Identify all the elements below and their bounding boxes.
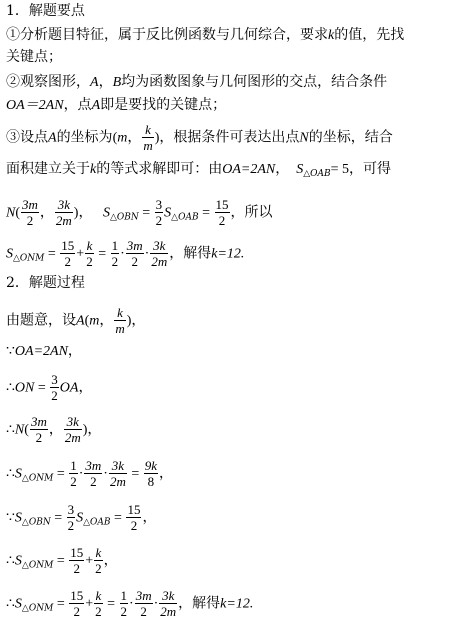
point-2-line-1 <box>6 73 387 92</box>
math-token: ∴ <box>6 553 15 569</box>
math-token: ， <box>48 422 63 438</box>
math-token: S <box>14 466 22 482</box>
math-token: ， <box>159 466 174 482</box>
step-final <box>6 588 253 619</box>
math-token: △ONM <box>21 473 54 484</box>
math-token: k=12. <box>211 246 245 262</box>
math-token: 2 <box>155 213 163 228</box>
step-s-onm-2 <box>6 545 118 576</box>
math-token: = <box>53 596 69 612</box>
math-token: 1 <box>120 588 128 603</box>
math-token: △OBN <box>21 517 51 528</box>
math-token: + <box>85 553 94 569</box>
math-token: 2 <box>51 388 58 403</box>
math-token: = <box>198 205 214 221</box>
text: 的坐标为 <box>56 129 113 146</box>
math-token <box>55 197 73 228</box>
math-token: △ONM <box>13 253 45 264</box>
math-token: = <box>50 510 66 526</box>
var-a: A <box>48 130 57 146</box>
math-token: △OBN <box>109 212 139 223</box>
math-token: 15 <box>70 588 84 603</box>
math-token: = <box>44 246 60 262</box>
math-token: 2m <box>55 213 72 228</box>
math-token: ， <box>275 162 297 177</box>
math-token: 1 <box>111 238 119 253</box>
math-token <box>30 414 48 445</box>
math-token: ∵ <box>6 344 15 359</box>
math-token: )， <box>82 422 102 438</box>
math-token: 2 <box>131 254 138 269</box>
math-token: 2 <box>90 474 97 489</box>
condition-oa: OA＝2AN <box>6 98 64 113</box>
math-token: 2 <box>130 518 138 533</box>
math-token <box>150 238 168 269</box>
math-token: ， <box>127 130 142 146</box>
math-token: 15 <box>215 197 229 212</box>
math-token: = <box>103 596 119 612</box>
math-token: 2 <box>120 604 128 619</box>
math-token: S <box>76 510 84 526</box>
math-token: ， <box>39 205 54 221</box>
math-token: △OAB <box>83 517 111 528</box>
math-token: △ONM <box>21 603 54 614</box>
step-set-a <box>6 305 145 336</box>
math-token: ) <box>154 130 160 146</box>
math-token: △OAB <box>171 212 199 223</box>
math-token <box>215 197 230 228</box>
math-token: A <box>76 313 85 329</box>
math-token: ∴ <box>6 596 15 612</box>
math-token: k <box>95 545 102 560</box>
math-token: m <box>143 138 153 153</box>
math-token: ( <box>24 422 29 438</box>
heading-text: 2．解题过程 <box>6 275 85 291</box>
math-token: 15 <box>70 545 84 560</box>
math-token: ， <box>67 344 82 359</box>
math-token <box>135 588 153 619</box>
math-token: 2 <box>26 213 34 228</box>
math-token: ∴ <box>6 466 15 482</box>
math-token: 3 <box>155 197 163 212</box>
point-3-line-1 <box>6 122 393 153</box>
math-token: 3 <box>51 372 58 387</box>
math-token: = <box>138 205 154 221</box>
math-token <box>94 545 103 576</box>
text: ，可得 <box>349 161 392 177</box>
math-token <box>155 197 164 228</box>
math-token: 2 <box>111 254 119 269</box>
var-m: m <box>117 130 128 146</box>
math-token <box>64 414 82 445</box>
text: 的等式求解即可：由 <box>96 161 223 177</box>
math-token <box>144 458 158 489</box>
point-1-line-2 <box>6 48 62 66</box>
math-token: N <box>6 205 16 221</box>
step-s-obn <box>6 502 156 533</box>
math-token <box>69 458 78 489</box>
math-token <box>114 305 125 336</box>
math-token <box>69 588 84 619</box>
math-token <box>69 545 84 576</box>
var-n: N <box>299 130 309 146</box>
math-token: · <box>120 246 125 262</box>
math-token: 2m <box>64 430 81 445</box>
math-token <box>67 502 76 533</box>
text: 即是要找的关键点； <box>100 97 227 113</box>
math-token: 1 <box>70 458 77 473</box>
section-heading-1 <box>6 2 85 20</box>
math-token: 2 <box>218 213 226 228</box>
math-token <box>159 588 177 619</box>
step-on <box>6 372 92 403</box>
math-token: 2 <box>35 430 43 445</box>
var-a: A <box>91 98 101 113</box>
math-token: 3m <box>30 414 47 429</box>
math-token <box>94 588 103 619</box>
math-token: 3k <box>64 414 82 430</box>
math-token: S <box>14 553 22 569</box>
math-token: 2 <box>73 561 80 576</box>
math-token: )， <box>126 313 146 329</box>
text: 均为函数图象与几何图形的交点，结合条件 <box>121 74 388 90</box>
math-token: ( <box>112 130 118 146</box>
math-token: △OAB <box>303 169 331 179</box>
var-a: A <box>90 75 99 90</box>
math-token: 2 <box>73 604 80 619</box>
section-heading-2 <box>6 274 85 292</box>
math-token: 3m <box>85 458 102 473</box>
text: ，所以 <box>230 204 273 221</box>
math-token: = <box>53 466 69 482</box>
math-token: S <box>164 205 172 221</box>
text: ③设点 <box>6 129 48 146</box>
math-token: 2 <box>67 518 75 533</box>
math-token: ， <box>78 380 93 396</box>
math-token: k <box>95 588 102 603</box>
math-token: = <box>34 380 50 396</box>
math-token: △ONM <box>21 560 54 571</box>
text: ，根据条件可表达出点 <box>159 129 300 146</box>
math-token <box>111 238 120 269</box>
math-token: 2m <box>160 604 177 619</box>
point-3-line-2 <box>6 160 391 183</box>
math-token: = <box>94 246 110 262</box>
math-token: ， <box>103 553 118 569</box>
math-token: ON <box>14 380 35 396</box>
math-token: m <box>89 313 100 329</box>
text: 面积建立关于 <box>6 161 90 177</box>
math-token: = <box>110 510 126 526</box>
step-oa-2an <box>6 342 82 361</box>
math-token <box>21 197 39 228</box>
math-token <box>60 238 75 269</box>
math-token: OA <box>59 380 79 396</box>
math-token: ∵ <box>6 510 15 526</box>
math-token: 3k <box>109 458 127 474</box>
math-token <box>126 502 141 533</box>
math-token <box>50 372 59 403</box>
math-token: S <box>14 596 22 612</box>
math-token: · <box>78 466 84 482</box>
text: 的坐标，结合 <box>308 129 393 146</box>
math-token <box>120 588 129 619</box>
math-token: 3 <box>67 502 75 517</box>
math-token: = <box>53 553 69 569</box>
point-3-line-3 <box>6 197 273 228</box>
step-n-coord <box>6 414 101 445</box>
point-3-line-4 <box>6 238 244 269</box>
math-token: 8 <box>147 474 155 489</box>
point-1-line-1 <box>6 26 404 45</box>
math-token: 2 <box>70 474 77 489</box>
math-token: 2 <box>86 254 93 269</box>
math-token: 2m <box>109 474 126 489</box>
math-token: k <box>142 122 153 138</box>
text: ①分析题目特征，属于反比例函数与几何综合，要求 <box>6 27 328 43</box>
math-token: m <box>115 321 125 336</box>
math-token: k=12. <box>220 596 254 612</box>
var-b: B <box>112 75 122 90</box>
math-token: 2 <box>140 604 147 619</box>
math-token: + <box>76 246 85 262</box>
condition-oa: OA=2AN <box>222 162 276 177</box>
math-token: S <box>296 162 304 177</box>
text: ，点 <box>63 97 92 113</box>
math-token: ( <box>84 313 90 329</box>
math-token: S <box>6 246 13 262</box>
math-token: 15 <box>127 502 141 517</box>
math-token: S <box>14 510 22 526</box>
heading-text: 1．解题要点 <box>6 3 85 19</box>
math-token: ， <box>99 313 114 329</box>
math-token: k <box>114 305 125 321</box>
math-token: ， <box>142 510 157 526</box>
math-token: 3k <box>150 238 168 254</box>
math-token: · <box>103 466 108 482</box>
math-token: 3k <box>55 197 73 213</box>
math-token <box>126 238 144 269</box>
text: ②观察图形， <box>6 74 90 90</box>
math-token: ，解得 <box>178 595 221 612</box>
step-s-onm-1 <box>6 458 173 489</box>
math-token: k <box>86 238 93 253</box>
math-token: 3m <box>135 588 152 603</box>
var-k: k <box>328 28 335 43</box>
math-token: = 5 <box>330 162 350 177</box>
math-token: 2 <box>64 254 72 269</box>
math-token: 3k <box>159 588 177 604</box>
math-token: ， <box>98 75 113 90</box>
math-token: 2 <box>95 604 102 619</box>
math-token <box>85 238 94 269</box>
math-token: ( <box>15 205 21 221</box>
text: 的值，先找 <box>334 27 405 43</box>
math-token: · <box>153 596 159 612</box>
math-token: 9k <box>144 458 158 473</box>
math-token: 3m <box>126 238 143 253</box>
math-token <box>84 458 102 489</box>
var-k: k <box>90 162 97 177</box>
math-token <box>109 458 127 489</box>
math-token: · <box>144 246 150 262</box>
math-token: = <box>127 466 143 482</box>
math-token: + <box>85 596 94 612</box>
math-token: 2 <box>95 561 102 576</box>
fraction <box>142 122 153 153</box>
math-token: · <box>129 596 134 612</box>
math-token: 2m <box>151 254 168 269</box>
math-token: 15 <box>61 238 75 253</box>
math-token: OA=2AN <box>14 344 68 359</box>
point-2-line-2 <box>6 96 226 115</box>
math-token: 由题意，设 <box>6 312 76 329</box>
math-token: )， <box>73 205 103 221</box>
math-token: ∴ <box>6 380 15 396</box>
math-token: 3m <box>22 197 38 212</box>
math-token: ∴ <box>6 422 15 438</box>
math-token: N <box>14 422 25 438</box>
math-token: ，解得 <box>169 245 212 262</box>
math-token: S <box>102 205 110 221</box>
text: 关键点； <box>6 49 62 65</box>
